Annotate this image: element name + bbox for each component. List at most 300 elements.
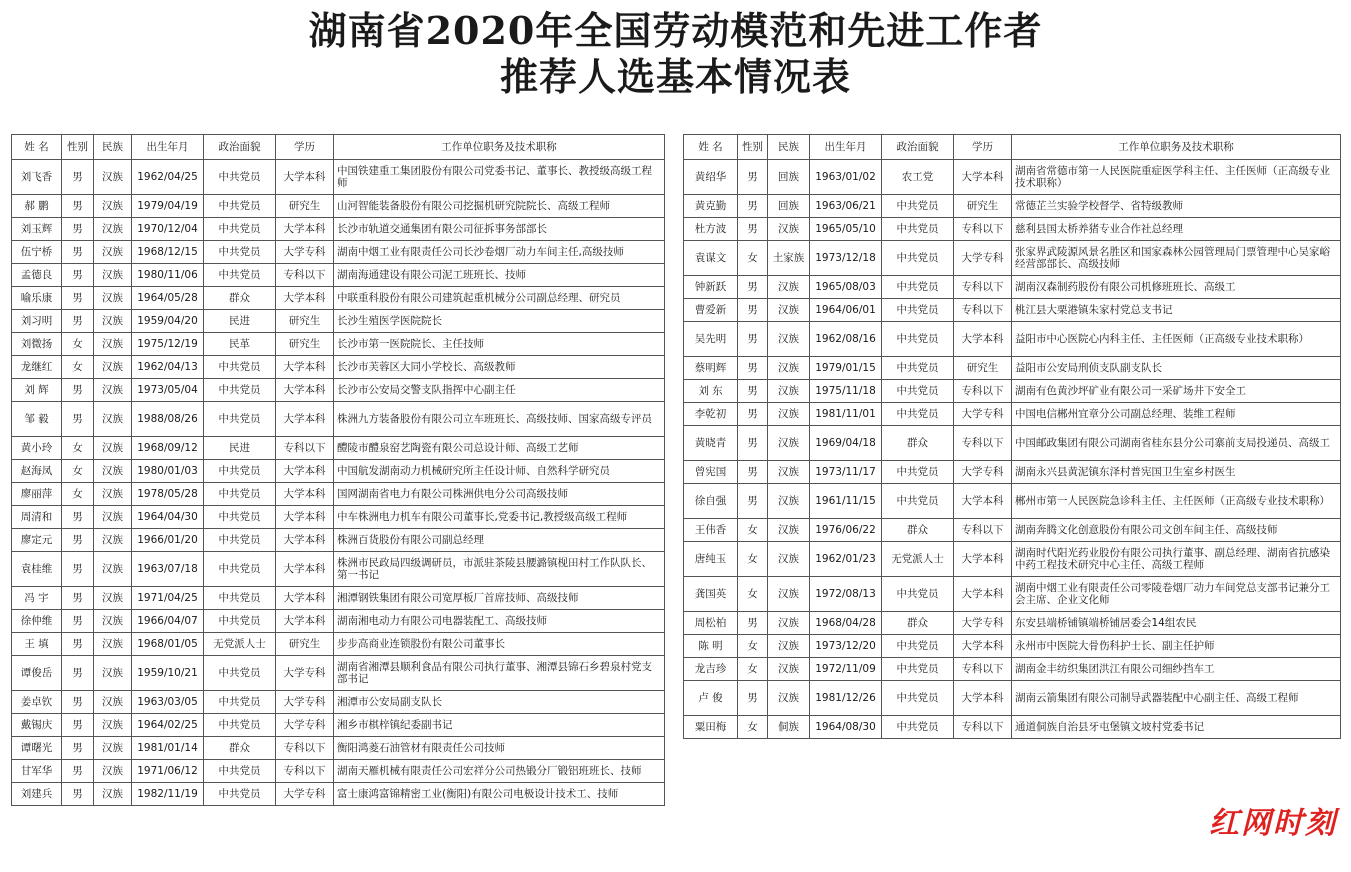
cell-education: 大学本科 <box>954 681 1012 716</box>
cell-ethnicity: 汉族 <box>94 610 132 633</box>
cell-political: 中共党员 <box>882 716 954 739</box>
cell-ethnicity: 汉族 <box>94 402 132 437</box>
cell-political: 中共党员 <box>882 461 954 484</box>
cell-duty: 国网湖南省电力有限公司株洲供电分公司高级技师 <box>334 483 665 506</box>
cell-name: 钟新跃 <box>684 276 738 299</box>
cell-birth: 1964/02/25 <box>132 714 204 737</box>
left-table-body <box>12 160 665 806</box>
cell-political: 中共党员 <box>882 299 954 322</box>
cell-political: 民进 <box>204 310 276 333</box>
cell-political: 中共党员 <box>882 635 954 658</box>
table-row <box>684 403 1341 426</box>
cell-duty: 东安县端桥铺镇端桥铺居委会14组农民 <box>1012 612 1341 635</box>
cell-education: 大学本科 <box>954 160 1012 195</box>
cell-political: 中共党员 <box>204 610 276 633</box>
table-row <box>12 529 665 552</box>
cell-birth: 1979/04/19 <box>132 195 204 218</box>
header-political: 政治面貌 <box>204 135 276 160</box>
cell-name: 蔡明辉 <box>684 357 738 380</box>
cell-gender: 男 <box>62 691 94 714</box>
cell-duty: 富士康鸿富锦精密工业(衡阳)有限公司电极设计技术工、技师 <box>334 783 665 806</box>
cell-duty: 湘潭市公安局副支队长 <box>334 691 665 714</box>
cell-birth: 1981/01/14 <box>132 737 204 760</box>
cell-ethnicity: 土家族 <box>768 241 810 276</box>
cell-education: 大学本科 <box>276 379 334 402</box>
header-political: 政治面貌 <box>882 135 954 160</box>
table-row <box>12 737 665 760</box>
cell-gender: 男 <box>62 264 94 287</box>
cell-political: 群众 <box>882 426 954 461</box>
watermark-logo: 红网时刻 <box>1209 806 1337 841</box>
cell-duty: 中国铁建重工集团股份有限公司党委书记、董事长、教授级高级工程师 <box>334 160 665 195</box>
cell-gender: 男 <box>738 276 768 299</box>
header-ethnicity: 民族 <box>768 135 810 160</box>
cell-political: 中共党员 <box>204 483 276 506</box>
cell-gender: 男 <box>62 587 94 610</box>
cell-political: 中共党员 <box>882 218 954 241</box>
table-row <box>12 310 665 333</box>
cell-education: 研究生 <box>276 333 334 356</box>
cell-ethnicity: 汉族 <box>94 310 132 333</box>
cell-duty: 长沙市公安局交警支队指挥中心副主任 <box>334 379 665 402</box>
cell-political: 中共党员 <box>204 195 276 218</box>
cell-political: 中共党员 <box>882 195 954 218</box>
cell-birth: 1973/12/20 <box>810 635 882 658</box>
cell-education: 大学本科 <box>276 552 334 587</box>
cell-ethnicity: 汉族 <box>94 783 132 806</box>
cell-duty: 长沙生殖医学医院院长 <box>334 310 665 333</box>
cell-name: 袁桂维 <box>12 552 62 587</box>
cell-duty: 湘乡市棋梓镇纪委副书记 <box>334 714 665 737</box>
cell-name: 曾宪国 <box>684 461 738 484</box>
cell-name: 黄小玲 <box>12 437 62 460</box>
cell-gender: 男 <box>62 402 94 437</box>
cell-name: 赵海凤 <box>12 460 62 483</box>
cell-gender: 男 <box>62 218 94 241</box>
cell-ethnicity: 汉族 <box>94 587 132 610</box>
cell-education: 大学本科 <box>276 160 334 195</box>
cell-name: 唐纯玉 <box>684 542 738 577</box>
cell-political: 中共党员 <box>204 760 276 783</box>
cell-ethnicity: 汉族 <box>94 737 132 760</box>
cell-education: 专科以下 <box>954 380 1012 403</box>
cell-political: 中共党员 <box>882 241 954 276</box>
cell-ethnicity: 汉族 <box>94 529 132 552</box>
cell-name: 曹爱新 <box>684 299 738 322</box>
cell-education: 专科以下 <box>954 716 1012 739</box>
cell-duty: 长沙市轨道交通集团有限公司征拆事务部部长 <box>334 218 665 241</box>
table-row <box>12 633 665 656</box>
table-row <box>12 333 665 356</box>
cell-political: 中共党员 <box>882 276 954 299</box>
right-table <box>683 134 1341 739</box>
cell-duty: 湖南金丰纺织集团洪江有限公司细纱挡车工 <box>1012 658 1341 681</box>
cell-duty: 湖南湘电动力有限公司电器装配工、高级技师 <box>334 610 665 633</box>
cell-ethnicity: 汉族 <box>94 218 132 241</box>
cell-education: 专科以下 <box>276 437 334 460</box>
cell-name: 姜卓钦 <box>12 691 62 714</box>
table-row <box>12 379 665 402</box>
title-line-2: 推荐人选基本情况表 <box>499 54 851 99</box>
cell-ethnicity: 汉族 <box>94 333 132 356</box>
table-row <box>684 658 1341 681</box>
cell-education: 专科以下 <box>954 299 1012 322</box>
cell-duty: 长沙市第一医院院长、主任技师 <box>334 333 665 356</box>
header-education: 学历 <box>954 135 1012 160</box>
cell-gender: 男 <box>62 506 94 529</box>
cell-duty: 张家界武陵源风景名胜区和国家森林公园管理局门票管理中心吴家峪经营部部长、高级技师 <box>1012 241 1341 276</box>
cell-gender: 男 <box>62 241 94 264</box>
cell-gender: 女 <box>738 658 768 681</box>
cell-gender: 男 <box>738 160 768 195</box>
cell-duty: 益阳市公安局刑侦支队副支队长 <box>1012 357 1341 380</box>
table-row <box>684 461 1341 484</box>
table-row <box>684 484 1341 519</box>
left-header-row <box>12 135 665 160</box>
cell-ethnicity: 汉族 <box>94 760 132 783</box>
table-row <box>684 322 1341 357</box>
cell-birth: 1964/08/30 <box>810 716 882 739</box>
cell-political: 中共党员 <box>204 241 276 264</box>
cell-ethnicity: 汉族 <box>768 357 810 380</box>
cell-ethnicity: 汉族 <box>94 241 132 264</box>
cell-birth: 1981/12/26 <box>810 681 882 716</box>
cell-birth: 1962/08/16 <box>810 322 882 357</box>
cell-name: 龙继红 <box>12 356 62 379</box>
table-row <box>12 552 665 587</box>
cell-ethnicity: 汉族 <box>768 577 810 612</box>
cell-gender: 女 <box>738 542 768 577</box>
cell-birth: 1972/11/09 <box>810 658 882 681</box>
cell-gender: 男 <box>62 195 94 218</box>
table-row <box>12 160 665 195</box>
cell-name: 刘 辉 <box>12 379 62 402</box>
cell-political: 中共党员 <box>882 357 954 380</box>
cell-birth: 1973/12/18 <box>810 241 882 276</box>
cell-duty: 山河智能装备股份有限公司挖掘机研究院院长、高级工程师 <box>334 195 665 218</box>
cell-duty: 中车株洲电力机车有限公司董事长,党委书记,教授级高级工程师 <box>334 506 665 529</box>
cell-birth: 1966/01/20 <box>132 529 204 552</box>
cell-education: 专科以下 <box>954 218 1012 241</box>
page-title <box>0 8 1351 100</box>
cell-duty: 郴州市第一人民医院急诊科主任、主任医师（正高级专业技术职称） <box>1012 484 1341 519</box>
cell-name: 孟德良 <box>12 264 62 287</box>
table-row <box>12 218 665 241</box>
cell-duty: 湖南云箭集团有限公司制导武器装配中心副主任、高级工程师 <box>1012 681 1341 716</box>
header-ethnicity: 民族 <box>94 135 132 160</box>
cell-political: 无党派人士 <box>204 633 276 656</box>
cell-name: 刘微扬 <box>12 333 62 356</box>
table-row <box>12 760 665 783</box>
cell-political: 民革 <box>204 333 276 356</box>
header-education: 学历 <box>276 135 334 160</box>
cell-duty: 湖南中烟工业有限责任公司零陵卷烟厂动力车间党总支部书记兼分工会主席、企业文化师 <box>1012 577 1341 612</box>
cell-name: 刘玉辉 <box>12 218 62 241</box>
cell-name: 黄晓青 <box>684 426 738 461</box>
cell-duty: 湖南永兴县黄泥镇东泽村普宪国卫生室乡村医生 <box>1012 461 1341 484</box>
cell-gender: 男 <box>62 287 94 310</box>
cell-birth: 1970/12/04 <box>132 218 204 241</box>
cell-name: 谭曙光 <box>12 737 62 760</box>
cell-political: 群众 <box>204 737 276 760</box>
table-row <box>684 195 1341 218</box>
cell-political: 中共党员 <box>204 552 276 587</box>
cell-name: 杜方波 <box>684 218 738 241</box>
cell-political: 中共党员 <box>882 322 954 357</box>
cell-education: 大学专科 <box>954 403 1012 426</box>
table-row <box>12 783 665 806</box>
cell-duty: 步步高商业连锁股份有限公司董事长 <box>334 633 665 656</box>
cell-education: 大学本科 <box>954 484 1012 519</box>
cell-name: 甘军华 <box>12 760 62 783</box>
cell-name: 袁谋文 <box>684 241 738 276</box>
cell-duty: 湖南奔腾文化创意股份有限公司文创车间主任、高级技师 <box>1012 519 1341 542</box>
cell-education: 研究生 <box>954 195 1012 218</box>
table-row <box>12 356 665 379</box>
left-table <box>11 134 665 806</box>
cell-name: 周清和 <box>12 506 62 529</box>
cell-ethnicity: 汉族 <box>94 356 132 379</box>
cell-education: 大学本科 <box>276 356 334 379</box>
cell-birth: 1973/11/17 <box>810 461 882 484</box>
cell-education: 专科以下 <box>276 760 334 783</box>
cell-gender: 男 <box>738 461 768 484</box>
cell-birth: 1982/11/19 <box>132 783 204 806</box>
cell-birth: 1968/04/28 <box>810 612 882 635</box>
cell-gender: 男 <box>62 529 94 552</box>
table-row <box>12 691 665 714</box>
cell-political: 群众 <box>882 612 954 635</box>
cell-education: 专科以下 <box>954 658 1012 681</box>
cell-name: 戴锡庆 <box>12 714 62 737</box>
cell-duty: 常德芷兰实验学校督学、省特级教师 <box>1012 195 1341 218</box>
cell-education: 大学本科 <box>276 529 334 552</box>
cell-political: 中共党员 <box>204 714 276 737</box>
cell-education: 大学本科 <box>954 542 1012 577</box>
cell-political: 中共党员 <box>204 264 276 287</box>
cell-gender: 女 <box>738 577 768 612</box>
cell-political: 中共党员 <box>204 506 276 529</box>
cell-duty: 慈利县国太桥养猪专业合作社总经理 <box>1012 218 1341 241</box>
cell-political: 民进 <box>204 437 276 460</box>
cell-gender: 女 <box>738 716 768 739</box>
cell-political: 中共党员 <box>882 681 954 716</box>
cell-duty: 湘潭钢铁集团有限公司宽厚板厂首席技师、高级技师 <box>334 587 665 610</box>
cell-ethnicity: 汉族 <box>94 714 132 737</box>
cell-education: 大学专科 <box>954 461 1012 484</box>
cell-name: 刘 东 <box>684 380 738 403</box>
cell-name: 徐仲维 <box>12 610 62 633</box>
cell-gender: 男 <box>62 379 94 402</box>
cell-education: 大学本科 <box>276 587 334 610</box>
cell-duty: 湖南中烟工业有限责任公司长沙卷烟厂动力车间主任,高级技师 <box>334 241 665 264</box>
right-header-row <box>684 135 1341 160</box>
cell-birth: 1962/04/25 <box>132 160 204 195</box>
cell-birth: 1972/08/13 <box>810 577 882 612</box>
cell-name: 王伟香 <box>684 519 738 542</box>
cell-political: 中共党员 <box>204 218 276 241</box>
cell-education: 专科以下 <box>276 737 334 760</box>
cell-gender: 男 <box>62 714 94 737</box>
cell-ethnicity: 回族 <box>768 160 810 195</box>
cell-duty: 湖南省湘潭县顺利食品有限公司执行董事、湘潭县锦石乡碧泉村党支部书记 <box>334 656 665 691</box>
cell-duty: 桃江县大栗港镇朱家村党总支书记 <box>1012 299 1341 322</box>
cell-birth: 1961/11/15 <box>810 484 882 519</box>
cell-duty: 通道侗族自治县牙屯堡镇文坡村党委书记 <box>1012 716 1341 739</box>
cell-education: 研究生 <box>276 633 334 656</box>
cell-gender: 女 <box>738 519 768 542</box>
cell-gender: 男 <box>738 484 768 519</box>
table-row <box>12 587 665 610</box>
table-row <box>12 506 665 529</box>
cell-birth: 1964/05/28 <box>132 287 204 310</box>
cell-birth: 1980/11/06 <box>132 264 204 287</box>
cell-duty: 株洲九方装备股份有限公司立车班班长、高级技师、国家高级专评员 <box>334 402 665 437</box>
cell-education: 研究生 <box>276 310 334 333</box>
table-row <box>12 610 665 633</box>
cell-ethnicity: 汉族 <box>768 403 810 426</box>
cell-birth: 1968/12/15 <box>132 241 204 264</box>
cell-education: 研究生 <box>276 195 334 218</box>
cell-gender: 男 <box>62 610 94 633</box>
cell-gender: 男 <box>738 357 768 380</box>
cell-education: 大学本科 <box>276 483 334 506</box>
cell-education: 大学专科 <box>276 241 334 264</box>
cell-name: 刘建兵 <box>12 783 62 806</box>
table-row <box>684 426 1341 461</box>
cell-education: 大学本科 <box>276 460 334 483</box>
cell-name: 喻乐康 <box>12 287 62 310</box>
cell-duty: 中国邮政集团有限公司湖南省桂东县分公司寨前支局投递员、高级工 <box>1012 426 1341 461</box>
tables-area <box>11 134 1341 872</box>
cell-duty: 长沙市芙蓉区大同小学校长、高级教师 <box>334 356 665 379</box>
cell-ethnicity: 汉族 <box>94 656 132 691</box>
cell-education: 大学本科 <box>276 402 334 437</box>
cell-name: 邹 毅 <box>12 402 62 437</box>
cell-political: 中共党员 <box>882 658 954 681</box>
cell-birth: 1971/06/12 <box>132 760 204 783</box>
cell-political: 中共党员 <box>204 160 276 195</box>
cell-gender: 女 <box>738 635 768 658</box>
table-row <box>684 577 1341 612</box>
cell-duty: 湖南天雁机械有限责任公司宏祥分公司热锻分厂锻铝班班长、技师 <box>334 760 665 783</box>
cell-ethnicity: 汉族 <box>94 437 132 460</box>
cell-birth: 1963/07/18 <box>132 552 204 587</box>
table-row <box>12 195 665 218</box>
cell-education: 研究生 <box>954 357 1012 380</box>
cell-name: 伍宁桥 <box>12 241 62 264</box>
cell-name: 吴先明 <box>684 322 738 357</box>
cell-name: 廖丽萍 <box>12 483 62 506</box>
cell-birth: 1963/06/21 <box>810 195 882 218</box>
cell-ethnicity: 汉族 <box>768 218 810 241</box>
header-birth: 出生年月 <box>132 135 204 160</box>
cell-education: 大学本科 <box>276 287 334 310</box>
cell-ethnicity: 汉族 <box>94 195 132 218</box>
cell-gender: 女 <box>62 333 94 356</box>
cell-gender: 男 <box>62 310 94 333</box>
cell-gender: 男 <box>62 656 94 691</box>
cell-birth: 1962/01/23 <box>810 542 882 577</box>
cell-education: 专科以下 <box>276 264 334 287</box>
cell-birth: 1963/01/02 <box>810 160 882 195</box>
table-row <box>684 612 1341 635</box>
cell-duty: 益阳市中心医院心内科主任、主任医师（正高级专业技术职称） <box>1012 322 1341 357</box>
cell-birth: 1979/01/15 <box>810 357 882 380</box>
cell-gender: 男 <box>738 195 768 218</box>
cell-duty: 永州市中医院大骨伤科护士长、副主任护师 <box>1012 635 1341 658</box>
cell-birth: 1959/04/20 <box>132 310 204 333</box>
header-duty: 工作单位职务及技术职称 <box>1012 135 1341 160</box>
cell-birth: 1968/09/12 <box>132 437 204 460</box>
cell-duty: 株洲百货股份有限公司副总经理 <box>334 529 665 552</box>
cell-gender: 男 <box>62 783 94 806</box>
cell-ethnicity: 汉族 <box>768 635 810 658</box>
cell-name: 廖定元 <box>12 529 62 552</box>
cell-education: 大学专科 <box>276 783 334 806</box>
cell-education: 大学本科 <box>276 610 334 633</box>
cell-political: 群众 <box>882 519 954 542</box>
cell-ethnicity: 汉族 <box>768 658 810 681</box>
cell-name: 李乾初 <box>684 403 738 426</box>
cell-duty: 衡阳鸿菱石油管材有限责任公司技师 <box>334 737 665 760</box>
cell-education: 大学专科 <box>954 241 1012 276</box>
cell-name: 冯 宇 <box>12 587 62 610</box>
cell-ethnicity: 汉族 <box>94 506 132 529</box>
cell-birth: 1968/01/05 <box>132 633 204 656</box>
cell-political: 中共党员 <box>204 460 276 483</box>
header-name: 姓 名 <box>12 135 62 160</box>
cell-ethnicity: 汉族 <box>94 460 132 483</box>
cell-birth: 1963/03/05 <box>132 691 204 714</box>
cell-education: 专科以下 <box>954 519 1012 542</box>
table-row <box>12 402 665 437</box>
cell-ethnicity: 汉族 <box>768 299 810 322</box>
cell-ethnicity: 汉族 <box>94 691 132 714</box>
cell-education: 大学本科 <box>954 577 1012 612</box>
cell-birth: 1964/04/30 <box>132 506 204 529</box>
cell-political: 中共党员 <box>204 379 276 402</box>
cell-education: 大学本科 <box>276 218 334 241</box>
cell-ethnicity: 汉族 <box>768 542 810 577</box>
cell-birth: 1969/04/18 <box>810 426 882 461</box>
cell-gender: 女 <box>62 460 94 483</box>
cell-ethnicity: 汉族 <box>768 519 810 542</box>
cell-birth: 1973/05/04 <box>132 379 204 402</box>
cell-political: 中共党员 <box>204 691 276 714</box>
cell-name: 黄克勤 <box>684 195 738 218</box>
cell-birth: 1975/11/18 <box>810 380 882 403</box>
table-row <box>684 635 1341 658</box>
right-table-body <box>684 160 1341 739</box>
cell-political: 中共党员 <box>204 656 276 691</box>
cell-education: 大学本科 <box>276 506 334 529</box>
cell-gender: 女 <box>62 483 94 506</box>
title-line-1: 湖南省2020年全国劳动模范和先进工作者 <box>308 8 1043 53</box>
table-row <box>684 160 1341 195</box>
header-name: 姓 名 <box>684 135 738 160</box>
cell-duty: 株洲市民政局四级调研员，市派驻茶陵县腰潞镇枧田村工作队队长、第一书记 <box>334 552 665 587</box>
cell-political: 中共党员 <box>204 587 276 610</box>
cell-duty: 湖南汉森制药股份有限公司机修班班长、高级工 <box>1012 276 1341 299</box>
header-birth: 出生年月 <box>810 135 882 160</box>
cell-birth: 1971/04/25 <box>132 587 204 610</box>
cell-political: 中共党员 <box>204 356 276 379</box>
cell-birth: 1978/05/28 <box>132 483 204 506</box>
cell-ethnicity: 汉族 <box>768 612 810 635</box>
cell-political: 中共党员 <box>882 577 954 612</box>
table-row <box>684 542 1341 577</box>
